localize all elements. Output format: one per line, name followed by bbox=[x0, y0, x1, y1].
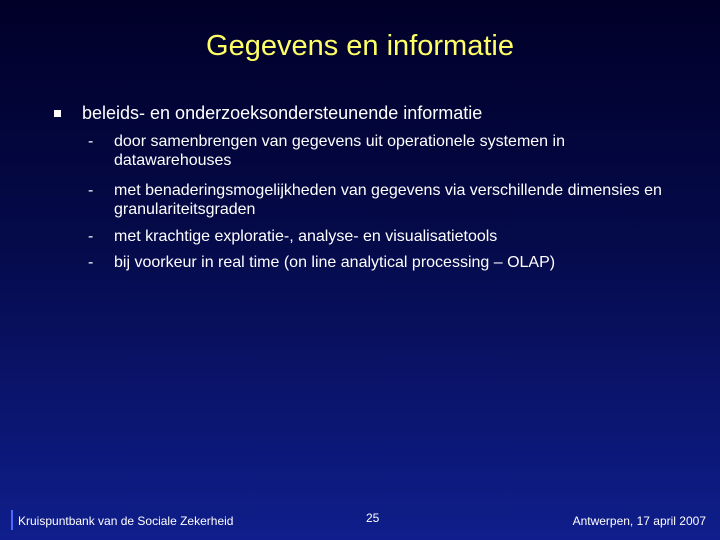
dash-icon: - bbox=[88, 228, 94, 245]
footer-date: Antwerpen, 17 april 2007 bbox=[572, 514, 706, 528]
square-bullet-icon bbox=[54, 110, 61, 117]
slide-title: Gegevens en informatie bbox=[206, 30, 514, 62]
footer-accent-bar bbox=[11, 510, 13, 530]
sub-bullet-text: met benaderingsmogelijkheden van gegevens via verschillende dimensies en granulariteitsgraden bbox=[114, 182, 662, 218]
page-number: 25 bbox=[366, 511, 380, 525]
dash-icon: - bbox=[88, 133, 94, 150]
sub-bullet-text: met krachtige exploratie-, analyse- en visualisatietools bbox=[114, 228, 498, 245]
main-bullet-text: beleids- en onderzoeksondersteunende informatie bbox=[82, 103, 483, 123]
footer-organization: Kruispuntbank van de Sociale Zekerheid bbox=[18, 514, 234, 528]
dash-icon: - bbox=[88, 182, 94, 199]
dash-icon: - bbox=[88, 254, 94, 271]
sub-bullet-text: door samenbrengen van gegevens uit operationele systemen in datawarehouses bbox=[114, 133, 565, 169]
sub-bullet-text: bij voorkeur in real time (on line analytical processing – OLAP) bbox=[114, 254, 556, 271]
